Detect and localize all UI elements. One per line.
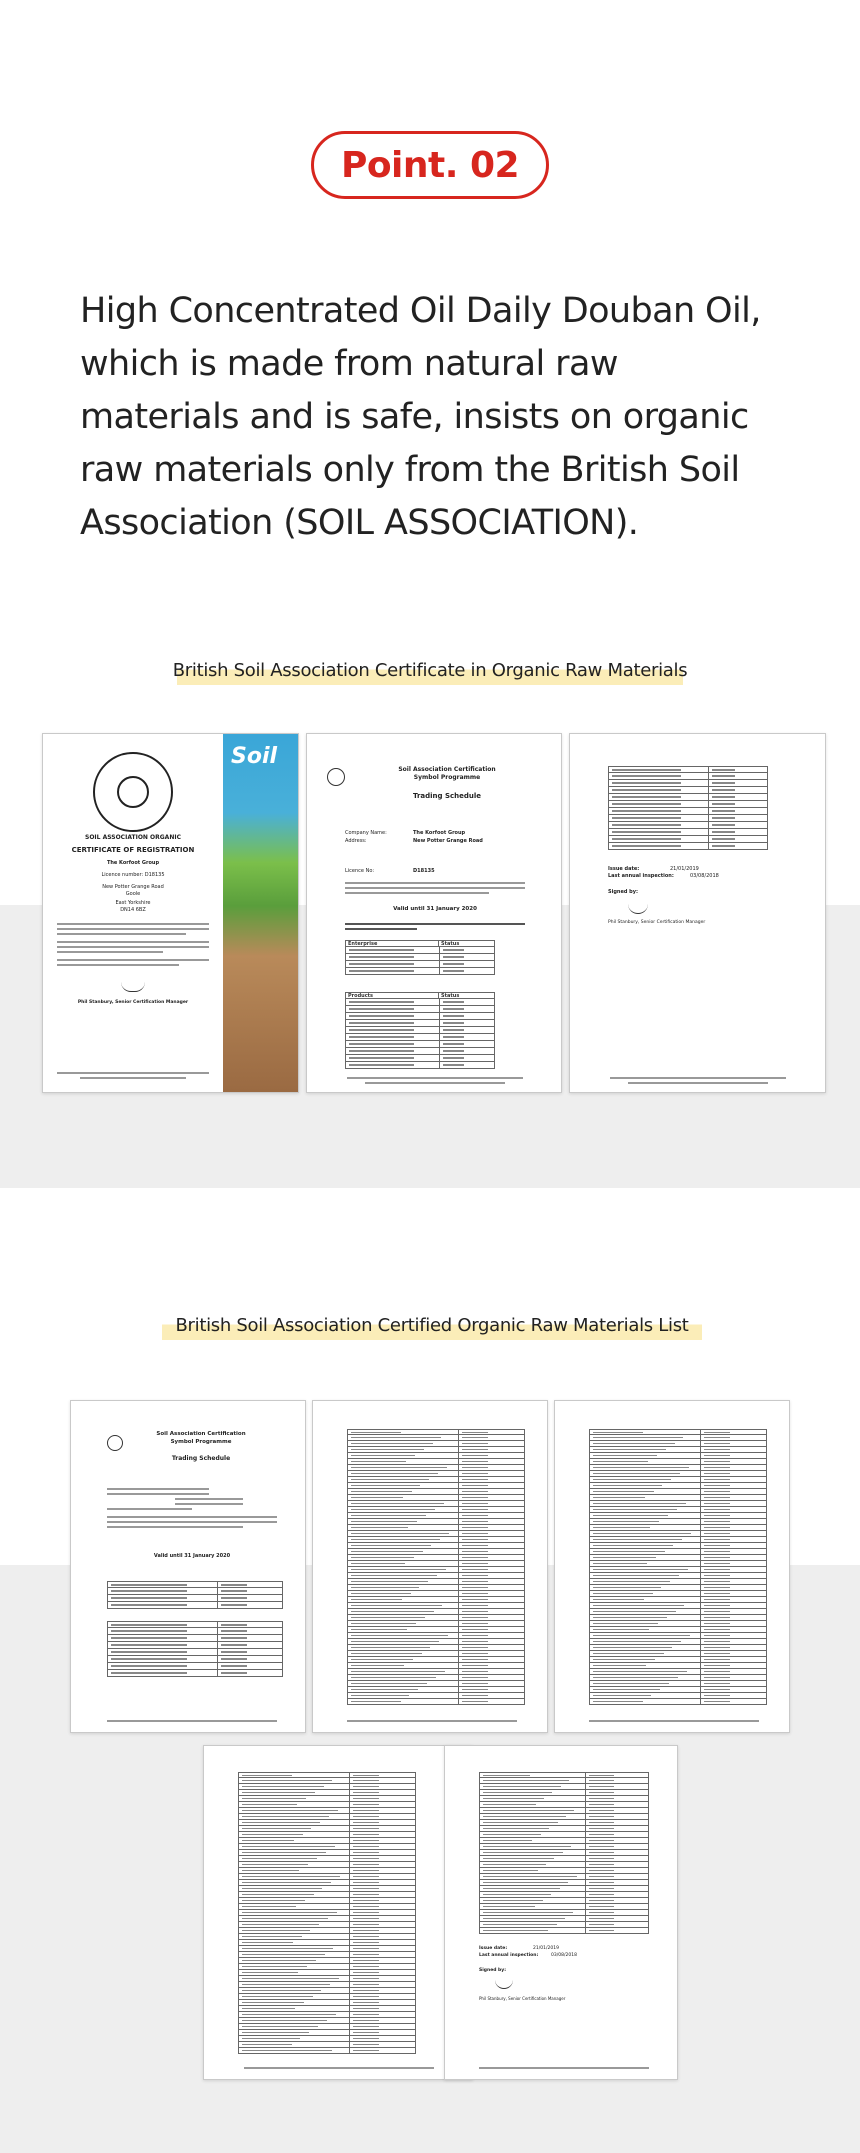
signature-mark xyxy=(121,982,145,992)
schedule-body-lines xyxy=(345,879,525,897)
list-page3-table xyxy=(589,1429,767,1705)
schedule-logo-icon xyxy=(327,768,345,786)
schedule-address-label: Address: xyxy=(345,838,367,844)
logo-inner-ring xyxy=(117,776,149,808)
certificate-address4: DN14 6BZ xyxy=(120,907,146,913)
list-page4-footer xyxy=(244,2064,434,2072)
status-header: Status xyxy=(439,941,495,946)
section1-caption xyxy=(172,655,688,685)
section1-caption-text: British Soil Association Certificate in Organic Raw Materials xyxy=(172,659,688,681)
schedule-valid: Valid until 31 January 2020 xyxy=(393,906,477,912)
section2-caption-text: British Soil Association Certified Organic Raw Materials List xyxy=(175,1314,689,1336)
page3-signatory: Phil Stanbury, Senior Certification Manager xyxy=(608,920,706,925)
products-header: Products xyxy=(345,993,439,998)
list-title1: Soil Association Certification xyxy=(156,1431,246,1437)
section2-caption xyxy=(162,1310,702,1340)
schedule-licence-value: D18135 xyxy=(413,868,435,874)
list-enterprise-table xyxy=(107,1581,283,1609)
page3-products-table xyxy=(608,766,768,850)
schedule-licence-label: Licence No: xyxy=(345,868,375,874)
list-page5-footer xyxy=(479,2064,649,2072)
certificate-address2: Goole xyxy=(125,891,141,897)
trading-schedule-document xyxy=(306,733,562,1093)
table-row xyxy=(479,1928,649,1934)
products-table xyxy=(345,992,495,1069)
certificate-signatory: Phil Stanbury, Senior Certification Manager xyxy=(77,1000,189,1005)
certificate-document xyxy=(42,733,299,1093)
point-label: Point. 02 xyxy=(340,144,520,186)
certificate-licence: Licence number: D18135 xyxy=(101,872,165,878)
table-row xyxy=(589,1699,767,1705)
schedule-title2: Symbol Programme xyxy=(413,774,481,781)
certificate-address1: New Potter Grange Road xyxy=(102,884,164,890)
page3-signature-mark xyxy=(628,904,648,914)
list-page2-table xyxy=(347,1429,525,1705)
page3-footer-lines xyxy=(610,1074,786,1087)
list-page4-table xyxy=(238,1772,416,2054)
page3-signed-label: Signed by: xyxy=(608,889,639,895)
schedule-title1: Soil Association Certification xyxy=(398,766,496,773)
list-page4-document xyxy=(203,1745,473,2080)
list-issue-label: Issue date: xyxy=(479,1946,508,1951)
enterprise-table xyxy=(345,940,495,975)
point-badge xyxy=(311,131,549,199)
list-issue-value: 21/01/2019 xyxy=(533,1946,559,1951)
enterprise-header: Enterprise xyxy=(345,941,439,946)
list-page5-document xyxy=(444,1745,678,2080)
schedule-company-value: The Korfoot Group xyxy=(413,830,466,836)
certificate-title: CERTIFICATE OF REGISTRATION xyxy=(71,846,195,854)
list-last-value: 03/08/2018 xyxy=(551,1953,577,1958)
schedule-address-value: New Potter Grange Road xyxy=(413,838,483,844)
schedule-title3: Trading Schedule xyxy=(412,792,482,800)
list-page5-table xyxy=(479,1772,649,1934)
list-last-label: Last annual inspection: xyxy=(479,1953,539,1958)
soil-word: Soil xyxy=(231,744,278,769)
list-title3: Trading Schedule xyxy=(171,1455,231,1462)
page3-issue-value: 21/01/2019 xyxy=(670,866,699,872)
list-page1-lines xyxy=(107,1485,277,1531)
schedule-page3-document xyxy=(569,733,826,1093)
certificate-address3: East Yorkshire xyxy=(115,900,151,906)
list-page3-document xyxy=(554,1400,790,1733)
list-page1-document xyxy=(70,1400,306,1733)
products-status-header: Status xyxy=(439,993,495,998)
list-valid: Valid until 31 January 2020 xyxy=(153,1553,231,1559)
table-row xyxy=(238,2048,416,2054)
schedule-company-label: Company Name: xyxy=(345,830,387,836)
page3-last-value: 03/08/2018 xyxy=(690,873,719,879)
list-page3-footer xyxy=(589,1717,759,1725)
certificate-footer-lines xyxy=(57,1069,209,1082)
list-page2-document xyxy=(312,1400,548,1733)
list-page1-footer xyxy=(107,1717,277,1725)
list-title2: Symbol Programme xyxy=(170,1439,232,1445)
certificate-body-lines xyxy=(57,920,209,969)
logo-text: SOIL ASSOCIATION ORGANIC xyxy=(85,834,181,841)
soil-brand-panel xyxy=(223,734,298,1092)
list-products-table xyxy=(107,1621,283,1677)
schedule-footer-lines xyxy=(347,1074,523,1087)
intro-text: High Concentrated Oil Daily Douban Oil, which is made from natural raw materials and is safe, insists on organic raw materials only from the British Soil Association (SOIL ASSOCIATION). xyxy=(80,291,761,543)
list-page2-footer xyxy=(347,1717,517,1725)
list-signed-label: Signed by: xyxy=(479,1968,507,1973)
page3-issue-label: Issue date: xyxy=(608,866,640,872)
page3-last-label: Last annual inspection: xyxy=(608,873,674,879)
table-row xyxy=(347,1699,525,1705)
list-signature-mark xyxy=(495,1980,513,1989)
list-signatory: Phil Stanbury, Senior Certification Manager xyxy=(479,1996,566,2001)
schedule-intro-lines xyxy=(345,920,525,933)
certificate-company: The Korfoot Group xyxy=(106,860,160,866)
